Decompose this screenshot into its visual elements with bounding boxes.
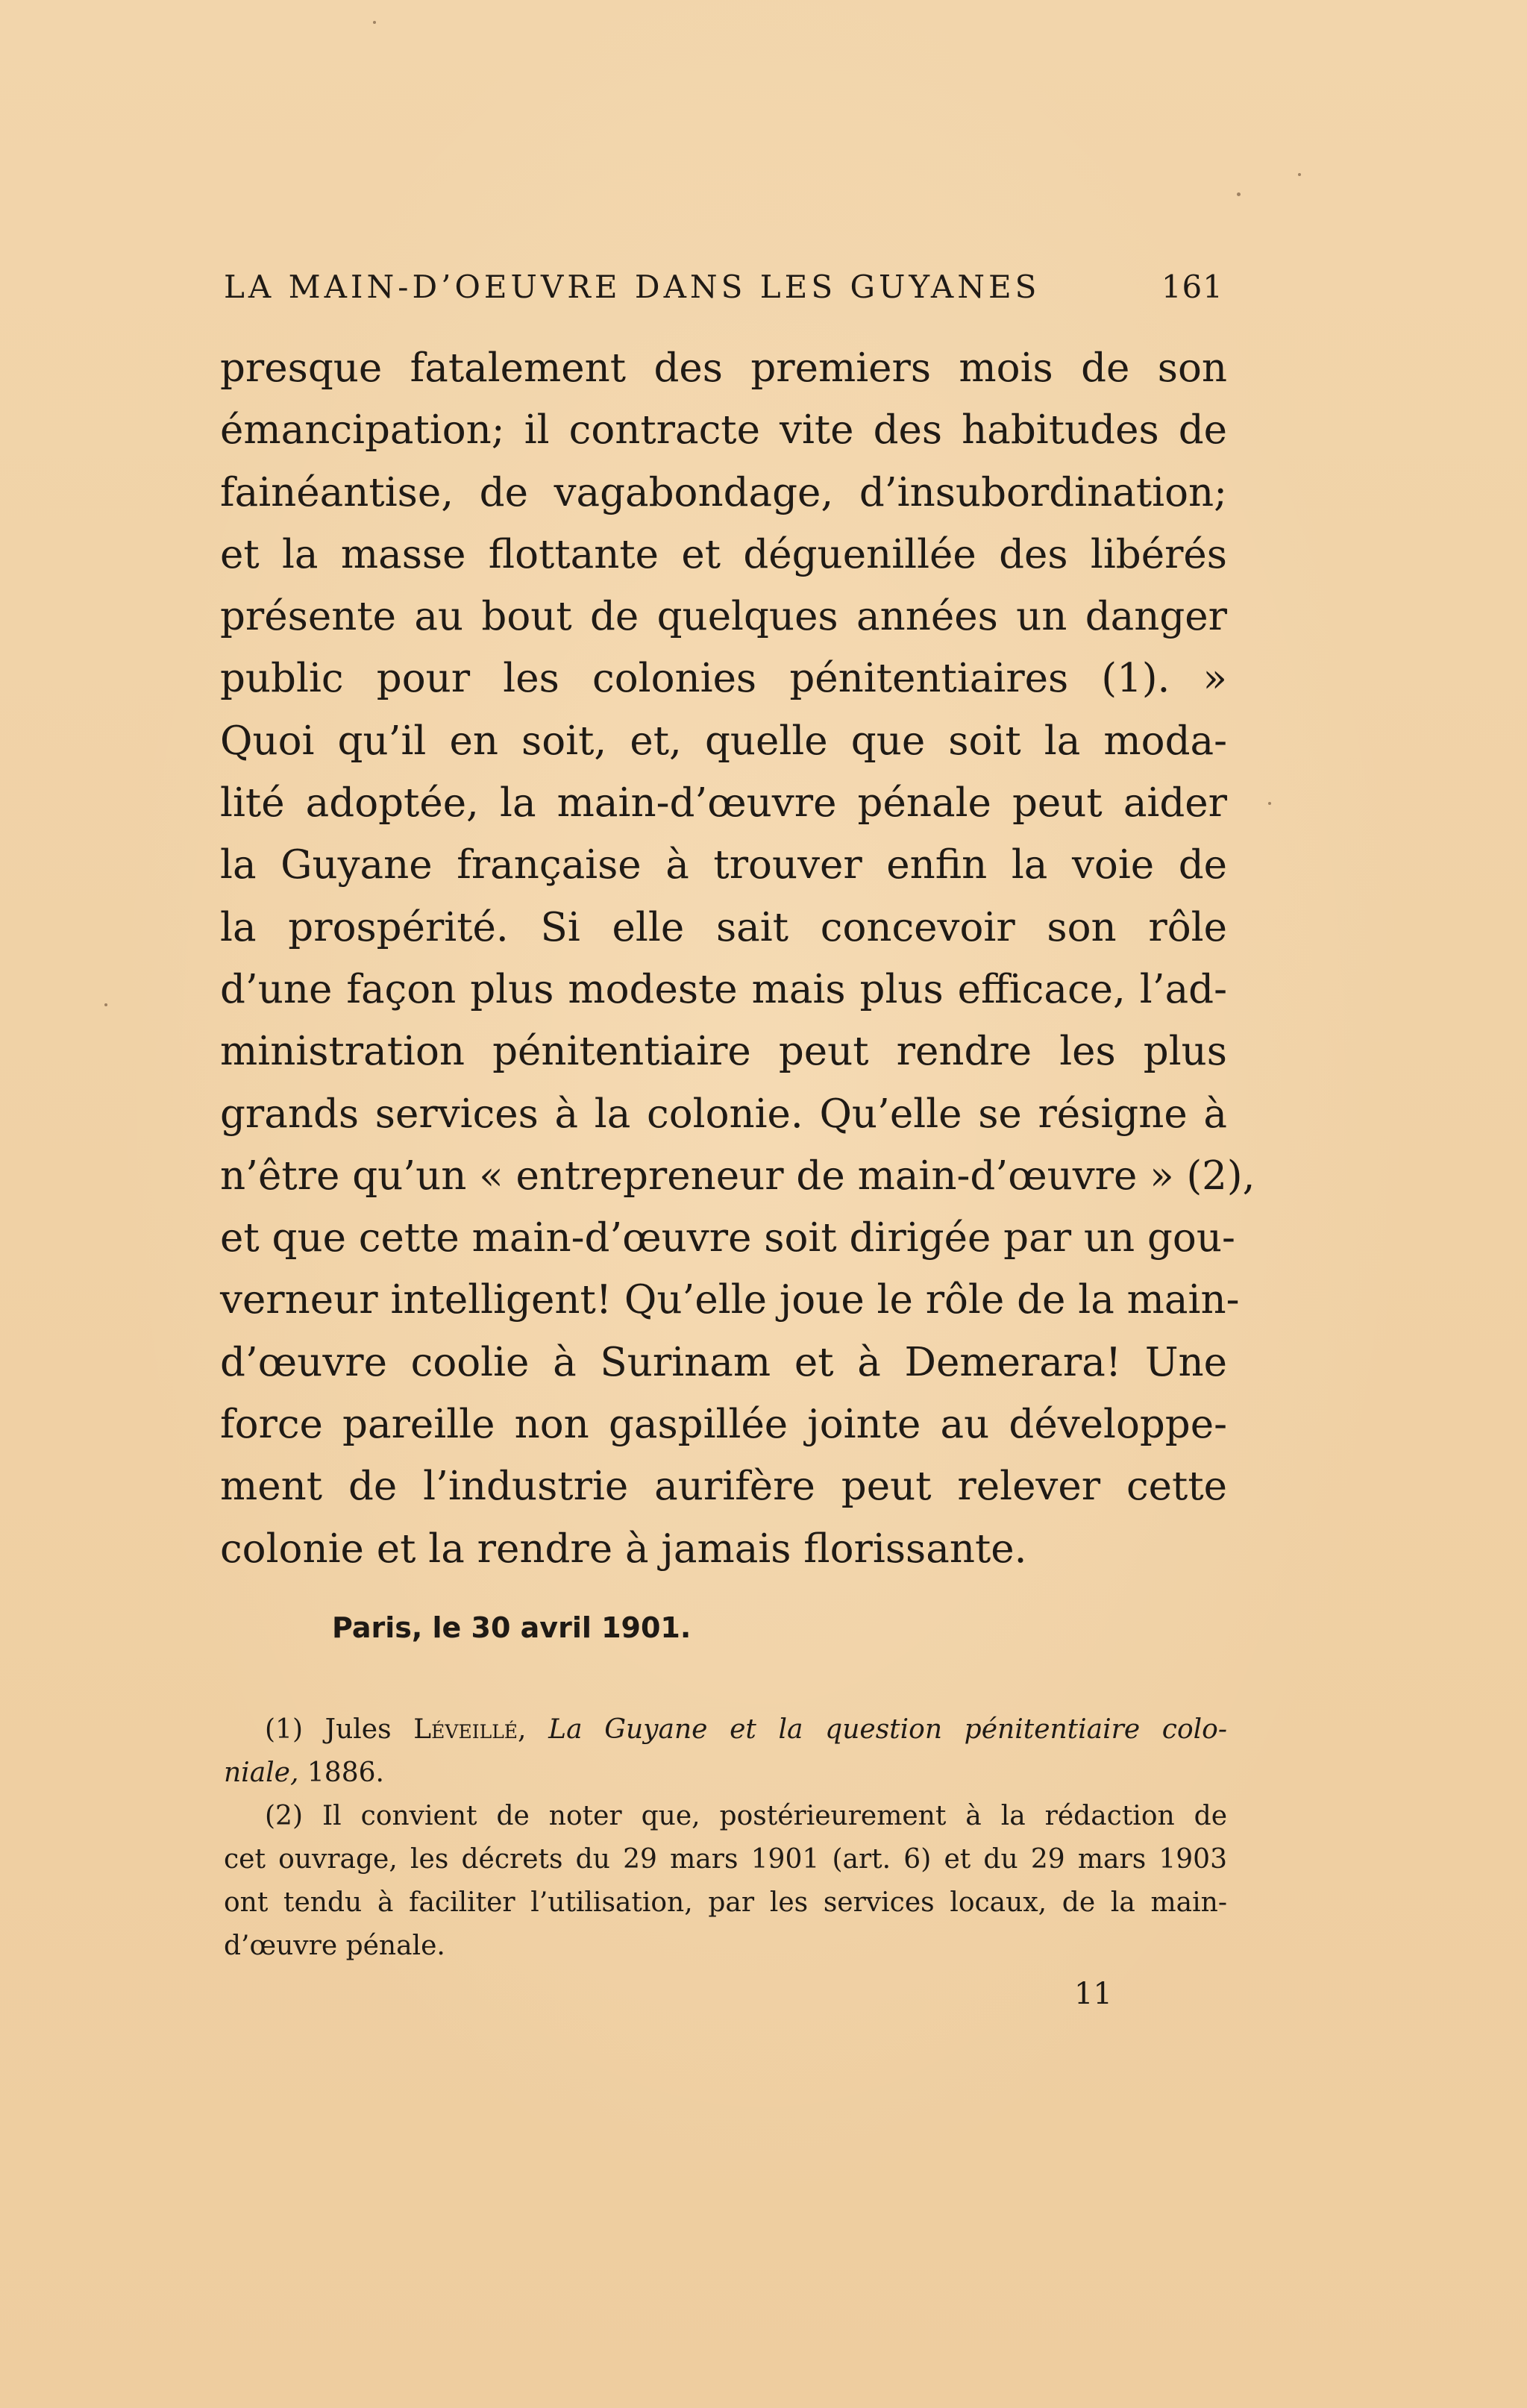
footnote-1-line-2: [224, 1752, 1227, 1795]
text-line: et la masse flottante et déguenillée des libérés: [220, 531, 1227, 577]
text-line: ministration pénitentiaire peut rendre les plus: [220, 1029, 1227, 1075]
footnote-2-line-2: cet ouvrage, les décrets du 29 mars 1901 (art. 6) et du 29 mars 1903: [224, 1844, 1227, 1875]
footnote-1-author-last: Léveillé,: [413, 1714, 527, 1745]
paper-speck: [373, 21, 376, 24]
text-line: la prospérité. Si elle sait concevoir son rôle: [220, 904, 1227, 950]
running-title: LA MAIN-D’OEUVRE DANS LES GUYANES: [224, 269, 1041, 305]
text-line: et que cette main-d’œuvre soit dirigée par un gou-: [220, 1215, 1235, 1261]
text-line: grands services à la colonie. Qu’elle se résigne à: [220, 1091, 1227, 1137]
footnote-2-line-4: d’œuvre pénale.: [224, 1931, 445, 1961]
paper-speck: [1298, 173, 1301, 176]
text-line: lité adoptée, la main-d’œuvre pénale peut aider: [220, 780, 1227, 827]
footnote-1-title-line-1: La Guyane et la question pénitentiaire colo-: [548, 1714, 1227, 1745]
text-line: force pareille non gaspillée jointe au développe-: [220, 1402, 1227, 1448]
footnote-1-title-line-2: niale,: [224, 1758, 299, 1788]
signature-mark: 11: [1074, 1977, 1112, 2011]
running-header: [224, 269, 1223, 305]
text-line: présente au bout de quelques années un danger: [220, 594, 1227, 640]
main-text: [220, 337, 1255, 1580]
text-line: ment de l’industrie aurifère peut relever cette: [220, 1464, 1227, 1510]
text-line: n’être qu’un « entrepreneur de main-d’œuvre » (2),: [220, 1153, 1255, 1199]
text-line: émancipation; il contracte vite des habitudes de: [220, 407, 1227, 454]
footnote-1-year: 1886.: [307, 1758, 384, 1788]
footnote-1-marker: (1): [265, 1714, 303, 1745]
dateline: Paris, le 30 avril 1901.: [332, 1611, 692, 1644]
paper-speck: [1237, 192, 1241, 196]
text-line: Quoi qu’il en soit, et, quelle que soit la moda-: [220, 718, 1227, 764]
text-line-last: colonie et la rendre à jamais florissante.: [220, 1526, 1027, 1572]
text-line: d’une façon plus modeste mais plus efficace, l’ad-: [220, 966, 1227, 1012]
text-line: public pour les colonies pénitentiaires (1). »: [220, 656, 1227, 702]
footnote-2-line-3: ont tendu à faciliter l’utilisation, par les services locaux, de la main-: [224, 1887, 1227, 1918]
paper-speck: [1268, 802, 1271, 805]
text-line: verneur intelligent! Qu’elle joue le rôle de la main-: [220, 1277, 1240, 1323]
footnote-1-author-first: Jules: [324, 1714, 392, 1745]
text-line: fainéantise, de vagabondage, d’insubordination;: [220, 469, 1227, 515]
paper-speck: [104, 1003, 107, 1006]
text-line: la Guyane française à trouver enfin la voie de: [220, 842, 1227, 888]
footnote-2-line-1: (2) Il convient de noter que, postérieurement à la rédaction de: [265, 1801, 1227, 1831]
footnotes: [224, 1708, 1227, 1968]
text-line: presque fatalement des premiers mois de son: [220, 345, 1227, 391]
page-number: 161: [1161, 269, 1223, 305]
text-line: d’œuvre coolie à Surinam et à Demerara! Une: [220, 1339, 1227, 1385]
footnote-1-line-1: [224, 1708, 1227, 1752]
